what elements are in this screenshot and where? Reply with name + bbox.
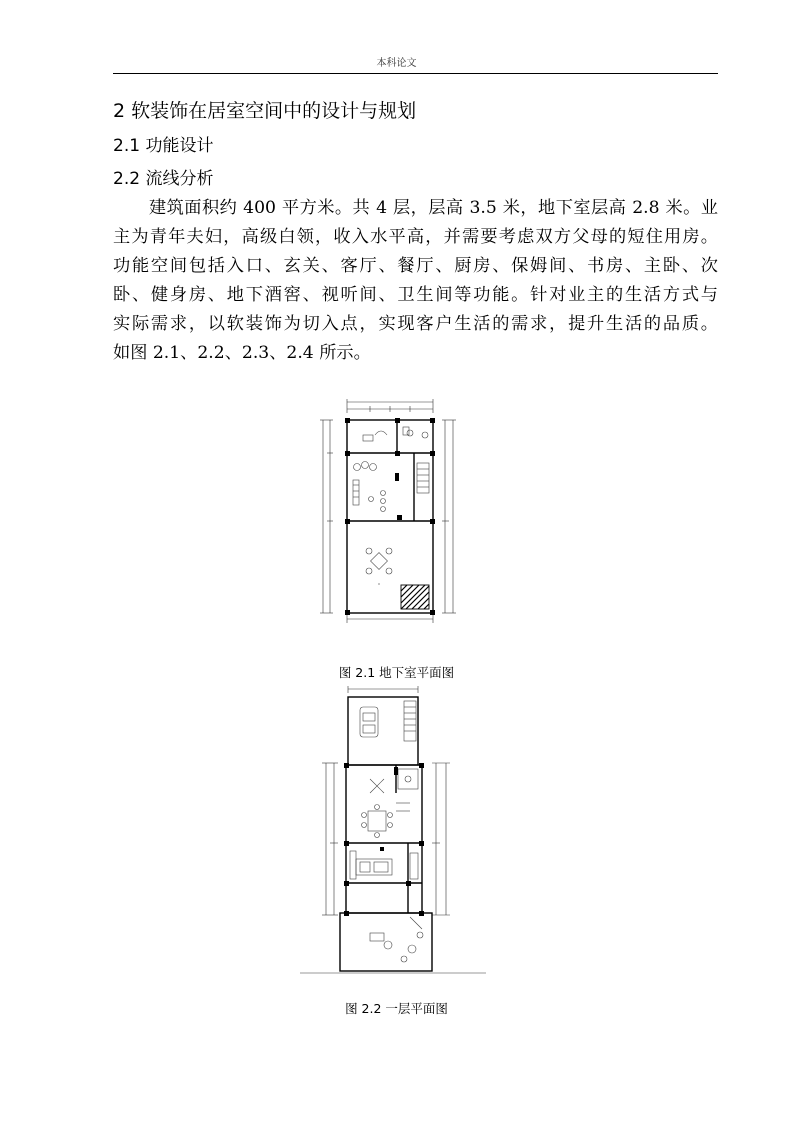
section-title: 2 软装饰在居室空间中的设计与规划 [113,100,417,122]
subsection-title-function: 2.1 功能设计 [113,136,214,156]
figure-caption-2-2: 图 2.2 一层平面图 [345,1001,448,1016]
basement-floor-plan [315,395,465,627]
ground-floor-plan [300,683,486,975]
paragraph-line: 主为青年夫妇，高级白领，收入水平高，并需要考虑双方父母的短住用房。 [113,227,718,247]
paragraph-line: 卧、健身房、地下酒窖、视听间、卫生间等功能。针对业主的生活方式与 [113,285,718,305]
ground-plan-drawing [300,683,486,975]
paragraph-line: 功能空间包括入口、玄关、客厅、餐厅、厨房、保姆间、书房、主卧、次 [113,256,718,276]
body-paragraph [113,194,718,368]
header-rule [113,73,718,74]
paragraph-line: 建筑面积约 400 平方米。共 4 层，层高 3.5 米，地下室层高 2.8 米。业 [149,198,718,218]
basement-plan-drawing [315,395,465,627]
paragraph-line: 实际需求，以软装饰为切入点，实现客户生活的需求，提升生活的品质。 [113,314,718,334]
paragraph-line: 如图 2.1、2.2、2.3、2.4 所示。 [113,343,371,363]
subsection-title-circulation: 2.2 流线分析 [113,169,214,189]
figure-caption-2-1: 图 2.1 地下室平面图 [338,665,455,680]
page-header: 本科论文 [376,58,417,69]
